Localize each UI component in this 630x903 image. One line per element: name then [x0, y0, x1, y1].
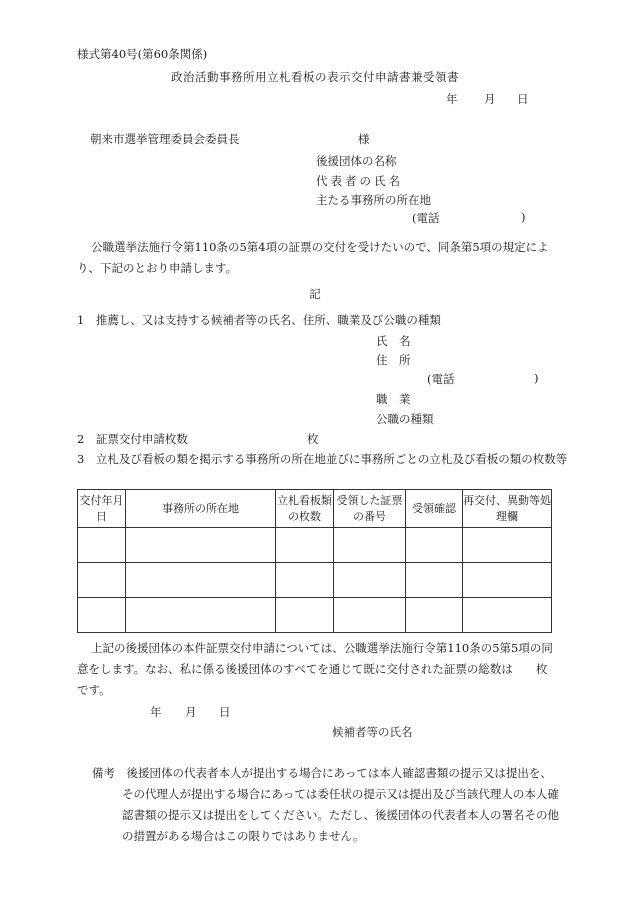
table-cell[interactable]: [406, 563, 463, 598]
addressee-name: 朝来市選挙管理委員会委員長: [90, 132, 240, 146]
office-table: [77, 489, 552, 633]
item1-heading: 1 推薦し、又は支持する候補者等の氏名、住所、職業及び公職の種類: [77, 313, 441, 327]
table-header-row: [78, 490, 552, 528]
candidate-signature-label: 候補者等の氏名: [332, 725, 413, 739]
table-cell[interactable]: [463, 563, 552, 598]
table-row: [78, 563, 552, 598]
candidate-address-label: 住 所: [376, 353, 411, 367]
table-cell[interactable]: [406, 598, 463, 633]
date-day: 日: [517, 92, 529, 106]
date-year: 年: [446, 92, 458, 106]
table-cell[interactable]: [334, 598, 406, 633]
col-receipt-confirm: 受領確認: [406, 490, 463, 528]
col-issue-date: 交付年月日: [78, 490, 126, 528]
rep-name-label: 代表者の氏名: [316, 174, 403, 188]
table-cell[interactable]: [126, 598, 276, 633]
consent-date-month: 月: [185, 705, 197, 719]
org-name-label: 後援団体の名称: [316, 154, 397, 168]
table-cell[interactable]: [78, 563, 126, 598]
ki-heading: 記: [309, 287, 321, 301]
date-month: 月: [484, 92, 496, 106]
table-row: [78, 528, 552, 563]
consent-paragraph: 上記の後援団体の本件証票交付申請については、公職選挙法施行令第110条の5第5項の同意をします。なお、私に係る後援団体のすべてを通じて既に交付された証票の総数は 枚です。: [77, 641, 553, 697]
table-cell[interactable]: [334, 563, 406, 598]
item2-unit: 枚: [307, 432, 319, 446]
candidate-phone-label: (電話: [427, 372, 455, 386]
form-number: 様式第40号(第60条関係): [77, 47, 208, 61]
col-sign-count: 立札看板類の枚数: [276, 490, 334, 528]
table-cell[interactable]: [276, 528, 334, 563]
candidate-office-type-label: 公職の種類: [376, 412, 434, 426]
intro-paragraph: 公職選挙法施行令第110条の5第4項の証票の交付を受けたいので、同条第5項の規定により、下記のとおり申請します。: [77, 240, 549, 275]
consent-date-day: 日: [219, 705, 231, 719]
table-cell[interactable]: [406, 528, 463, 563]
table-cell[interactable]: [126, 528, 276, 563]
candidate-occupation-label: 職 業: [376, 392, 411, 406]
table-cell[interactable]: [276, 598, 334, 633]
col-reissue-processing: 再交付、異動等処理欄: [463, 490, 552, 528]
table-cell[interactable]: [276, 563, 334, 598]
table-cell[interactable]: [334, 528, 406, 563]
candidate-phone-close: ): [534, 371, 539, 385]
col-office-address: 事務所の所在地: [126, 490, 276, 528]
table-cell[interactable]: [78, 528, 126, 563]
item2-heading: 2 証票交付申請枚数: [77, 432, 188, 446]
table-cell[interactable]: [463, 598, 552, 633]
table-cell[interactable]: [78, 598, 126, 633]
item3-heading: 3 立札及び看板の類を掲示する事務所の所在地並びに事務所ごとの立札及び看板の類の枚数等: [77, 452, 568, 466]
applicant-phone-close: ): [521, 210, 526, 224]
table-row: [78, 598, 552, 633]
remarks-note: [92, 763, 562, 847]
table-cell[interactable]: [463, 528, 552, 563]
addressee-honorific: 様: [358, 132, 370, 146]
office-address-label: 主たる事務所の所在地: [316, 193, 431, 207]
col-certificate-number: 受領した証票の番号: [334, 490, 406, 528]
candidate-name-label: 氏 名: [376, 334, 411, 348]
table-cell[interactable]: [126, 563, 276, 598]
consent-date-year: 年: [150, 705, 162, 719]
form-title: 政治活動事務所用立札看板の表示交付申請書兼受領書: [171, 70, 459, 84]
applicant-phone-label: (電話: [412, 211, 440, 225]
remarks-text: 備考 後援団体の代表者本人が提出する場合にあっては本人確認書類の提示又は提出を、その代理人が提出する場合にあっては委任状の提示又は提出及び当該代理人の本人確認書類の提示又は提出をしてください。ただし、後援団体の代表者本人の署名その他の措置がある場合はこの限りではありません。: [92, 766, 559, 843]
